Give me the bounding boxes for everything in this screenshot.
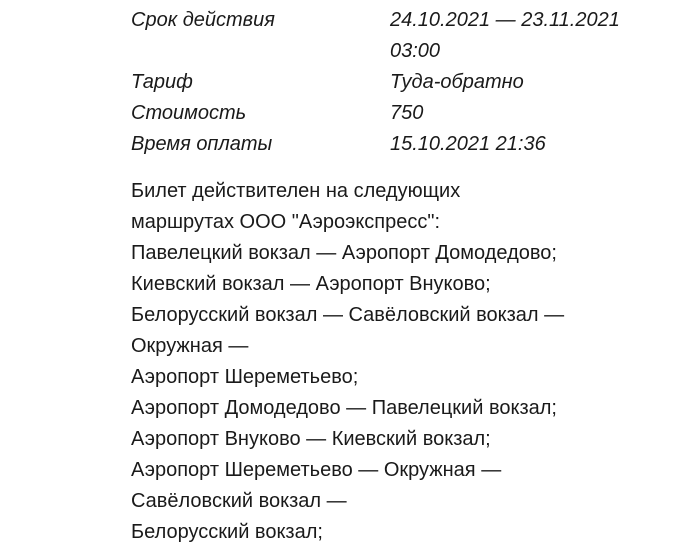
payment-time-row <box>131 129 651 160</box>
route-line: Белорусский вокзал; <box>131 521 323 543</box>
validity-dates: 24.10.2021 — 23.11.2021 <box>390 9 620 31</box>
route-line: Окружная — <box>131 335 249 357</box>
info-line: Билет действителен на следующих <box>131 180 461 202</box>
info-line: маршрутах ООО "Аэроэкспресс": <box>131 211 441 233</box>
tariff-row <box>131 67 651 98</box>
route-line: Савёловский вокзал — <box>131 490 347 512</box>
route-line: Аэропорт Шереметьево — Окружная — <box>131 459 502 481</box>
validity-time: 03:00 <box>390 40 441 62</box>
route-line: Белорусский вокзал — Савёловский вокзал — <box>131 304 565 326</box>
price-label: Стоимость <box>131 102 247 124</box>
validity-value <box>390 5 651 67</box>
route-line: Аэропорт Шереметьево; <box>131 366 359 388</box>
price-value: 750 <box>390 102 424 124</box>
route-line: Аэропорт Домодедово — Павелецкий вокзал; <box>131 397 557 419</box>
route-line: Аэропорт Внуково — Киевский вокзал; <box>131 428 491 450</box>
routes-info <box>131 176 671 548</box>
price-row <box>131 98 651 129</box>
payment-time-label: Время оплаты <box>131 133 273 155</box>
ticket-details <box>131 5 651 160</box>
route-line: Павелецкий вокзал — Аэропорт Домодедово; <box>131 242 557 264</box>
validity-row <box>131 5 651 67</box>
route-line: Киевский вокзал — Аэропорт Внуково; <box>131 273 491 295</box>
payment-time-value: 15.10.2021 21:36 <box>390 133 546 155</box>
tariff-value: Туда-обратно <box>390 71 524 93</box>
tariff-label: Тариф <box>131 71 193 93</box>
validity-label: Срок действия <box>131 9 275 31</box>
